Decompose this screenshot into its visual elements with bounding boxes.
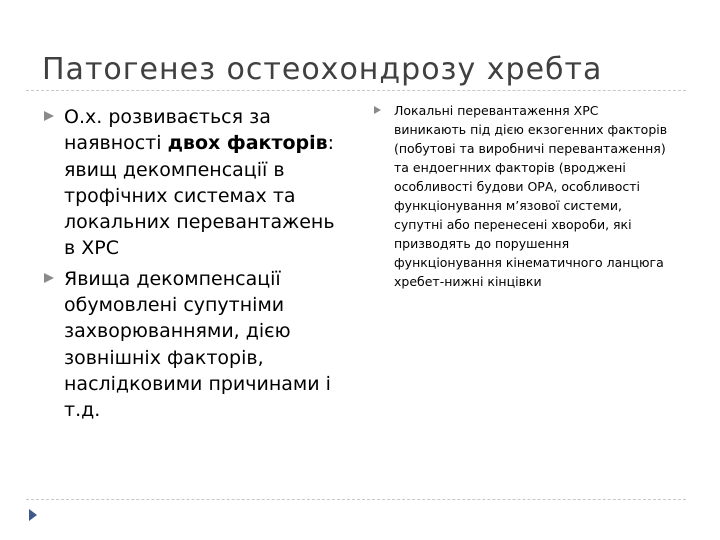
left-bullet-2 bbox=[44, 266, 344, 424]
left-bullet-1-text: О.х. розвивається за наявності bbox=[64, 106, 271, 155]
triangle-bullet-icon bbox=[44, 273, 54, 283]
title-divider bbox=[26, 90, 686, 91]
right-bullet-1 bbox=[374, 101, 674, 291]
left-column bbox=[44, 104, 344, 424]
left-bullet-2-text: Явища декомпенсації обумовлені супутніми захворюваннями, дією зовнішніх факторів, наслідковими причинами і т.д. bbox=[64, 267, 331, 422]
slide-corner-icon bbox=[28, 508, 38, 522]
footer-divider bbox=[26, 499, 686, 500]
right-column bbox=[374, 101, 674, 291]
left-bullet-1-text-after: : явищ декомпенсації в трофічних системах та локальних перевантажень в ХРС bbox=[64, 132, 335, 260]
right-bullet-1-text: Локальні перевантаження ХРС виникають під дією екзогенних факторів (побутові та виробничі перевантаження) та ендоегнних факторів (вроджені особливості будови ОРА, особливості функціонування м’язової системи, супутні або перенесені хвороби, які призводять до порушення функціонування кінематичного ланцюга хребет-нижні кінцівки bbox=[394, 103, 668, 289]
triangle-bullet-icon bbox=[374, 106, 381, 114]
left-bullet-1-bold: двох факторів bbox=[167, 132, 328, 155]
slide-title: Патогенез остеохондрозу хребта bbox=[42, 52, 603, 87]
triangle-bullet-icon bbox=[44, 111, 54, 121]
left-bullet-1 bbox=[44, 104, 344, 262]
